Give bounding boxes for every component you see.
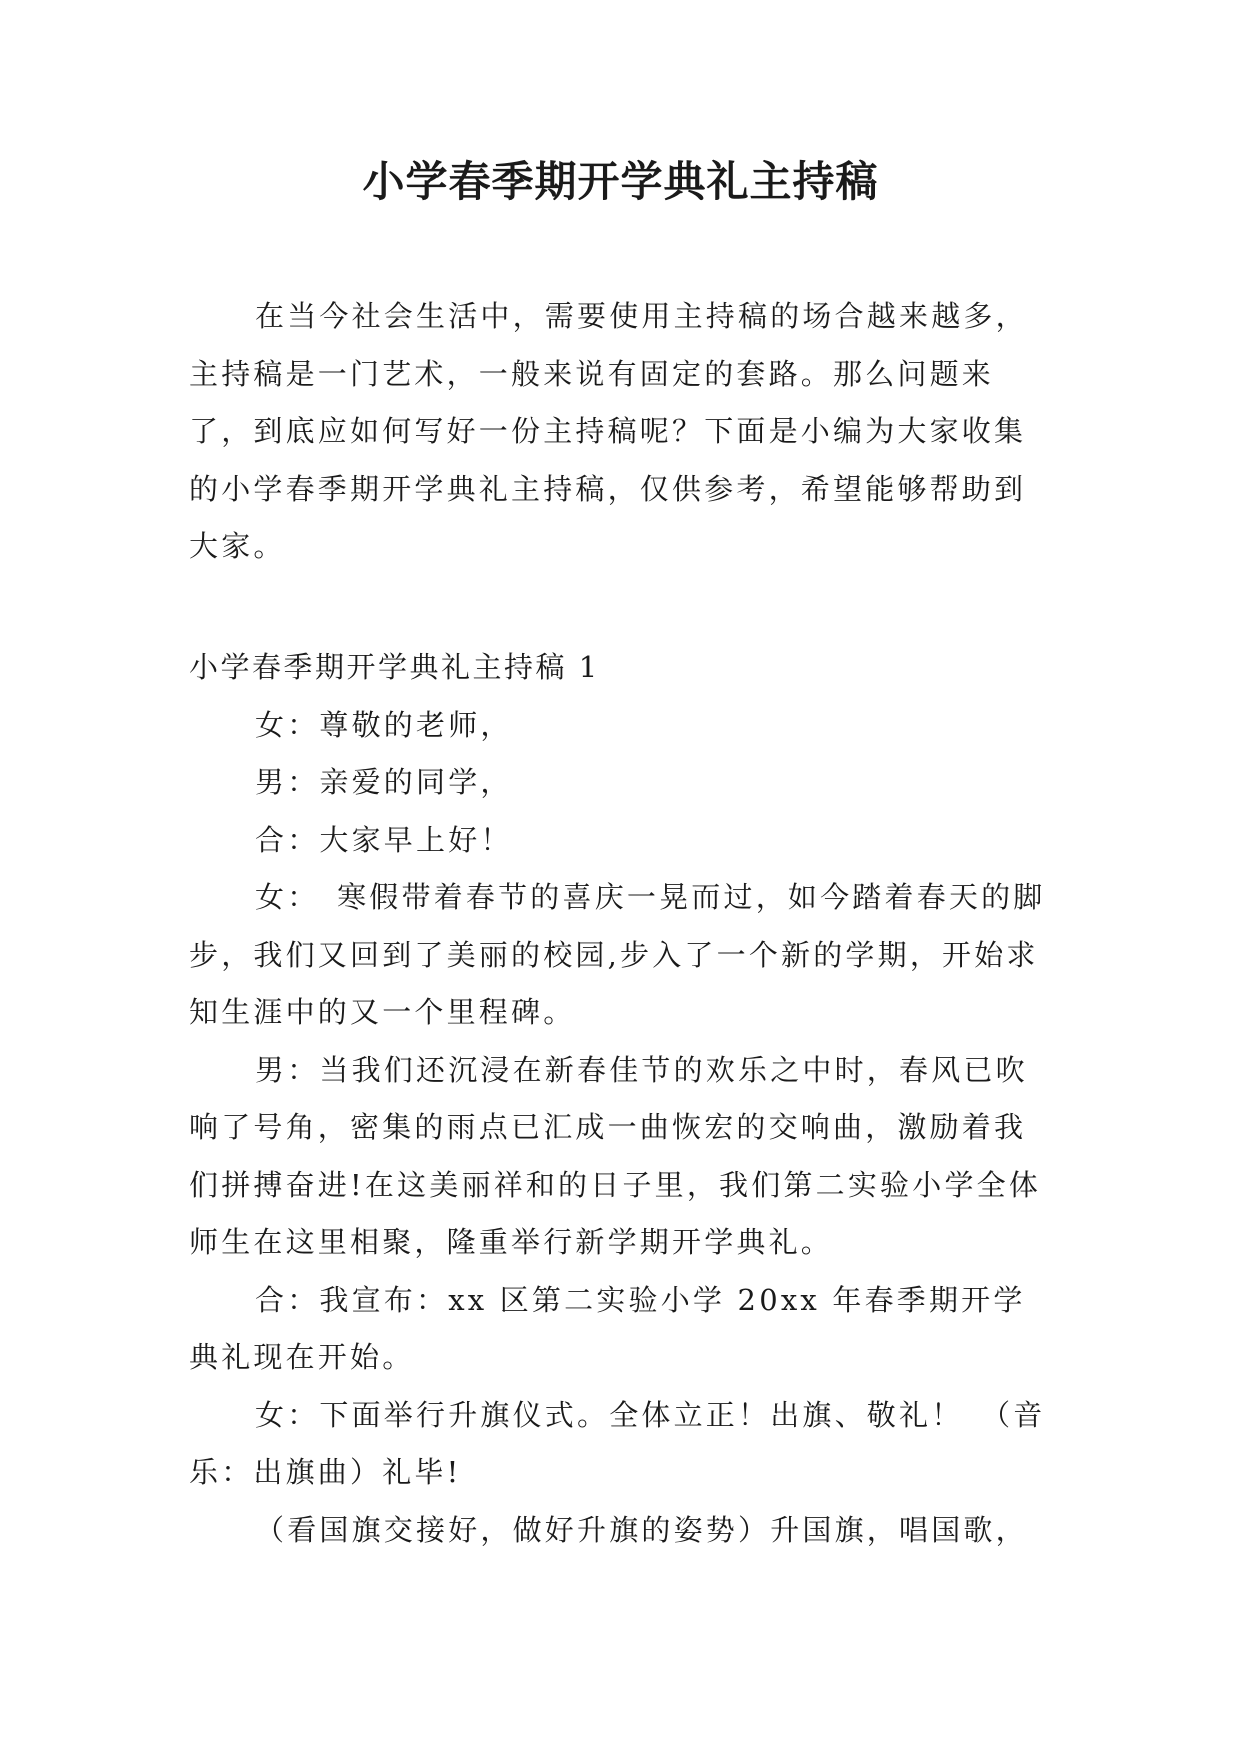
script-line: 女：下面举行升旗仪式。全体立正！出旗、敬礼！ （音乐：出旗曲）礼毕! — [189, 1397, 1046, 1489]
script-line: 女：尊敬的老师， — [255, 707, 513, 742]
script-line: （看国旗交接好，做好升旗的姿势）升国旗，唱国歌， — [255, 1512, 1028, 1547]
intro-paragraph: 在当今社会生活中，需要使用主持稿的场合越来越多，主持稿是一门艺术，一般来说有固定的套路。那么问题来了，到底应如何写好一份主持稿呢？下面是小编为大家收集的小学春季期开学典礼主持稿，仅供参考，希望能够帮助到大家。 — [189, 299, 1028, 563]
script-section — [189, 639, 1049, 1559]
document-title: 小学春季期开学典礼主持稿 — [362, 157, 879, 206]
section-heading: 小学春季期开学典礼主持稿 1 — [189, 650, 600, 684]
script-line: 男：当我们还沉浸在新春佳节的欢乐之中时，春风已吹响了号角，密集的雨点已汇成一曲恢宏的交响曲，激励着我们拼搏奋进!在这美丽祥和的日子里，我们第二实验小学全体师生在这里相聚，隆重举行新学期开学典礼。 — [189, 1052, 1042, 1259]
script-line: 女： 寒假带着春节的喜庆一晃而过，如今踏着春天的脚步，我们又回到了美丽的校园,步入了一个新的学期，开始求知生涯中的又一个里程碑。 — [189, 880, 1046, 1029]
script-line: 合：我宣布：xx 区第二实验小学 20xx 年春季期开学典礼现在开始。 — [189, 1282, 1026, 1374]
script-line: 男：亲爱的同学， — [255, 765, 513, 799]
script-line: 合：大家早上好！ — [255, 822, 513, 857]
